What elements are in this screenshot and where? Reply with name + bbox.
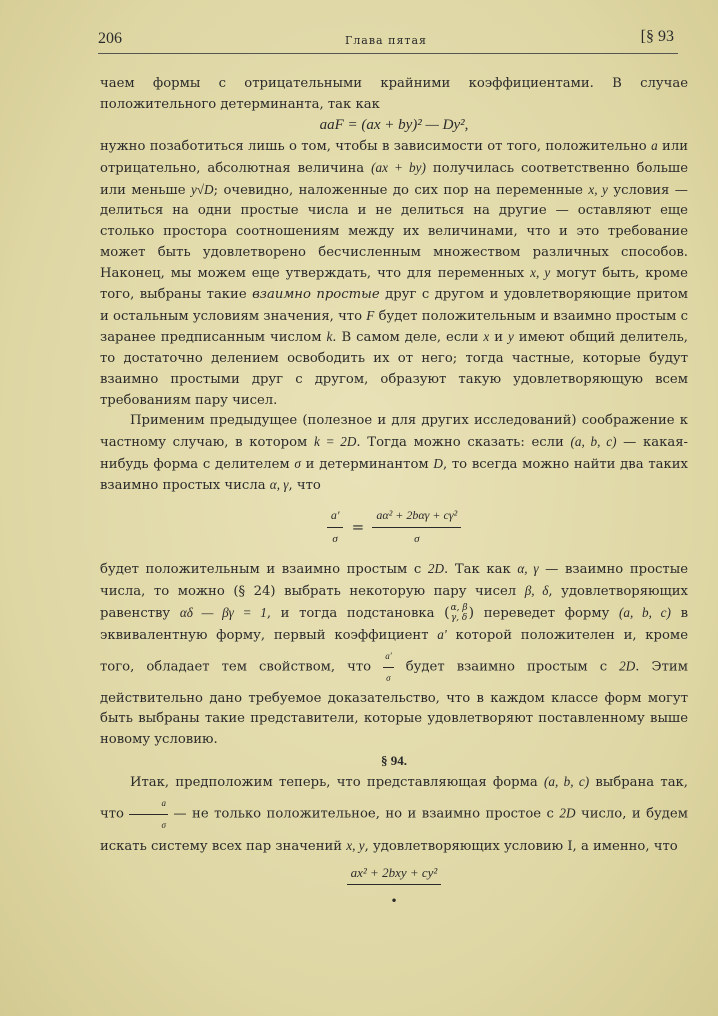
paragraph-5: Итак, предположим теперь, что представляющая форма (a, b, c) выбрана так, что $\frac{a}{\sigma}$ — не только положительное, но и взаимно простое с 2D число, и будем искать систему всех пар значений x, y, удовлетворяющих условию I, а именно, что: [100, 773, 688, 854]
formula-1: aaF = (ax + by)² — Dy²,: [319, 117, 469, 134]
formula-2: $\frac{a'}{\sigma}$ = $\frac{\text{aα² + 2bαγ + cγ²}}{\sigma}$: [100, 505, 688, 549]
body-text: [100, 74, 688, 912]
substitution-matrix: (α, β γ, δ): [444, 603, 475, 624]
fraction-inline-1: $\frac{a'}{\sigma}$: [383, 646, 393, 688]
fraction-right: $\frac{\text{aα² + 2bαγ + cγ²}}{\sigma}$: [372, 505, 461, 549]
paragraph-1: чаем формы с отрицательными крайними коэффициентами. В случае положительного детерминанта, так как: [100, 76, 688, 112]
page-header: [98, 26, 674, 56]
header-rule: [98, 53, 678, 54]
bullet-mark: •: [390, 894, 398, 909]
section-reference: [§ 93: [640, 28, 674, 45]
running-title: Глава пятая: [345, 34, 427, 47]
fraction-left: $\frac{a'}{\sigma}$: [327, 505, 344, 549]
paragraph-2: нужно позаботиться лишь о том, чтобы в зависимости от того, положительно a или отрицательно, абсолютная величина (ax + by) получилась соответственно больше или меньше y√D; очевидно, наложенные до сих пор на переменные x, y условия — делиться на одни простые числа и не делиться на другие — оставляют еще столько простора соотношениям между их величинами, что и это требование может быть удовлетворено бесчисленным множеством различных способов. Наконец, мы можем еще утверждать, что для переменных x, y могут быть, кроме того, выбраны такие взаимно простые друг с другом и удовлетворяющие притом и остальным условиям значения, что F будет положительным и взаимно простым с заранее предписанным числом k. В самом деле, если x и y имеют общий делитель, то достаточно делением освободить их от него; тогда частные, которые будут взаимно простыми друг с другом, образуют такую удовлетворяющую всем требованиям пару чисел.: [100, 138, 688, 408]
page-number: 206: [98, 30, 122, 47]
paragraph-3: Применим предыдущее (полезное и для других исследований) соображение к частному случаю, в котором k = 2D. Тогда можно сказать: если (a, b, c) — какая-нибудь форма с делителем σ и детерминантом D, то всегда можно найти два таких взаимно простых числа α, γ, что: [100, 413, 689, 494]
fraction-inline-2: $\frac{a}{\sigma}$: [129, 793, 168, 835]
paragraph-4: будет положительным и взаимно простым с 2D. Так как α, γ — взаимно простые числа, то можно (§ 24) выбрать некоторую пару чисел β, δ, удовлетворяющих равенству αδ — βγ = 1, и тогда подстановка (α, β γ, δ) переведет форму (a, b, c) в эквивалентную форму, первый коэффициент a' которой положителен и, кроме того, обладает тем свойством, что $\frac{a'}{\sigma}$ будет взаимно простым с 2D. Этим действительно дано требуемое доказательство, что в каждом классе форм могут быть выбраны такие представители, которые удовлетворяют поставленному выше новому условию.: [100, 561, 689, 748]
formula-3: ax² + 2bxy + cy²: [100, 863, 688, 885]
section-heading: § 94.: [381, 752, 407, 768]
